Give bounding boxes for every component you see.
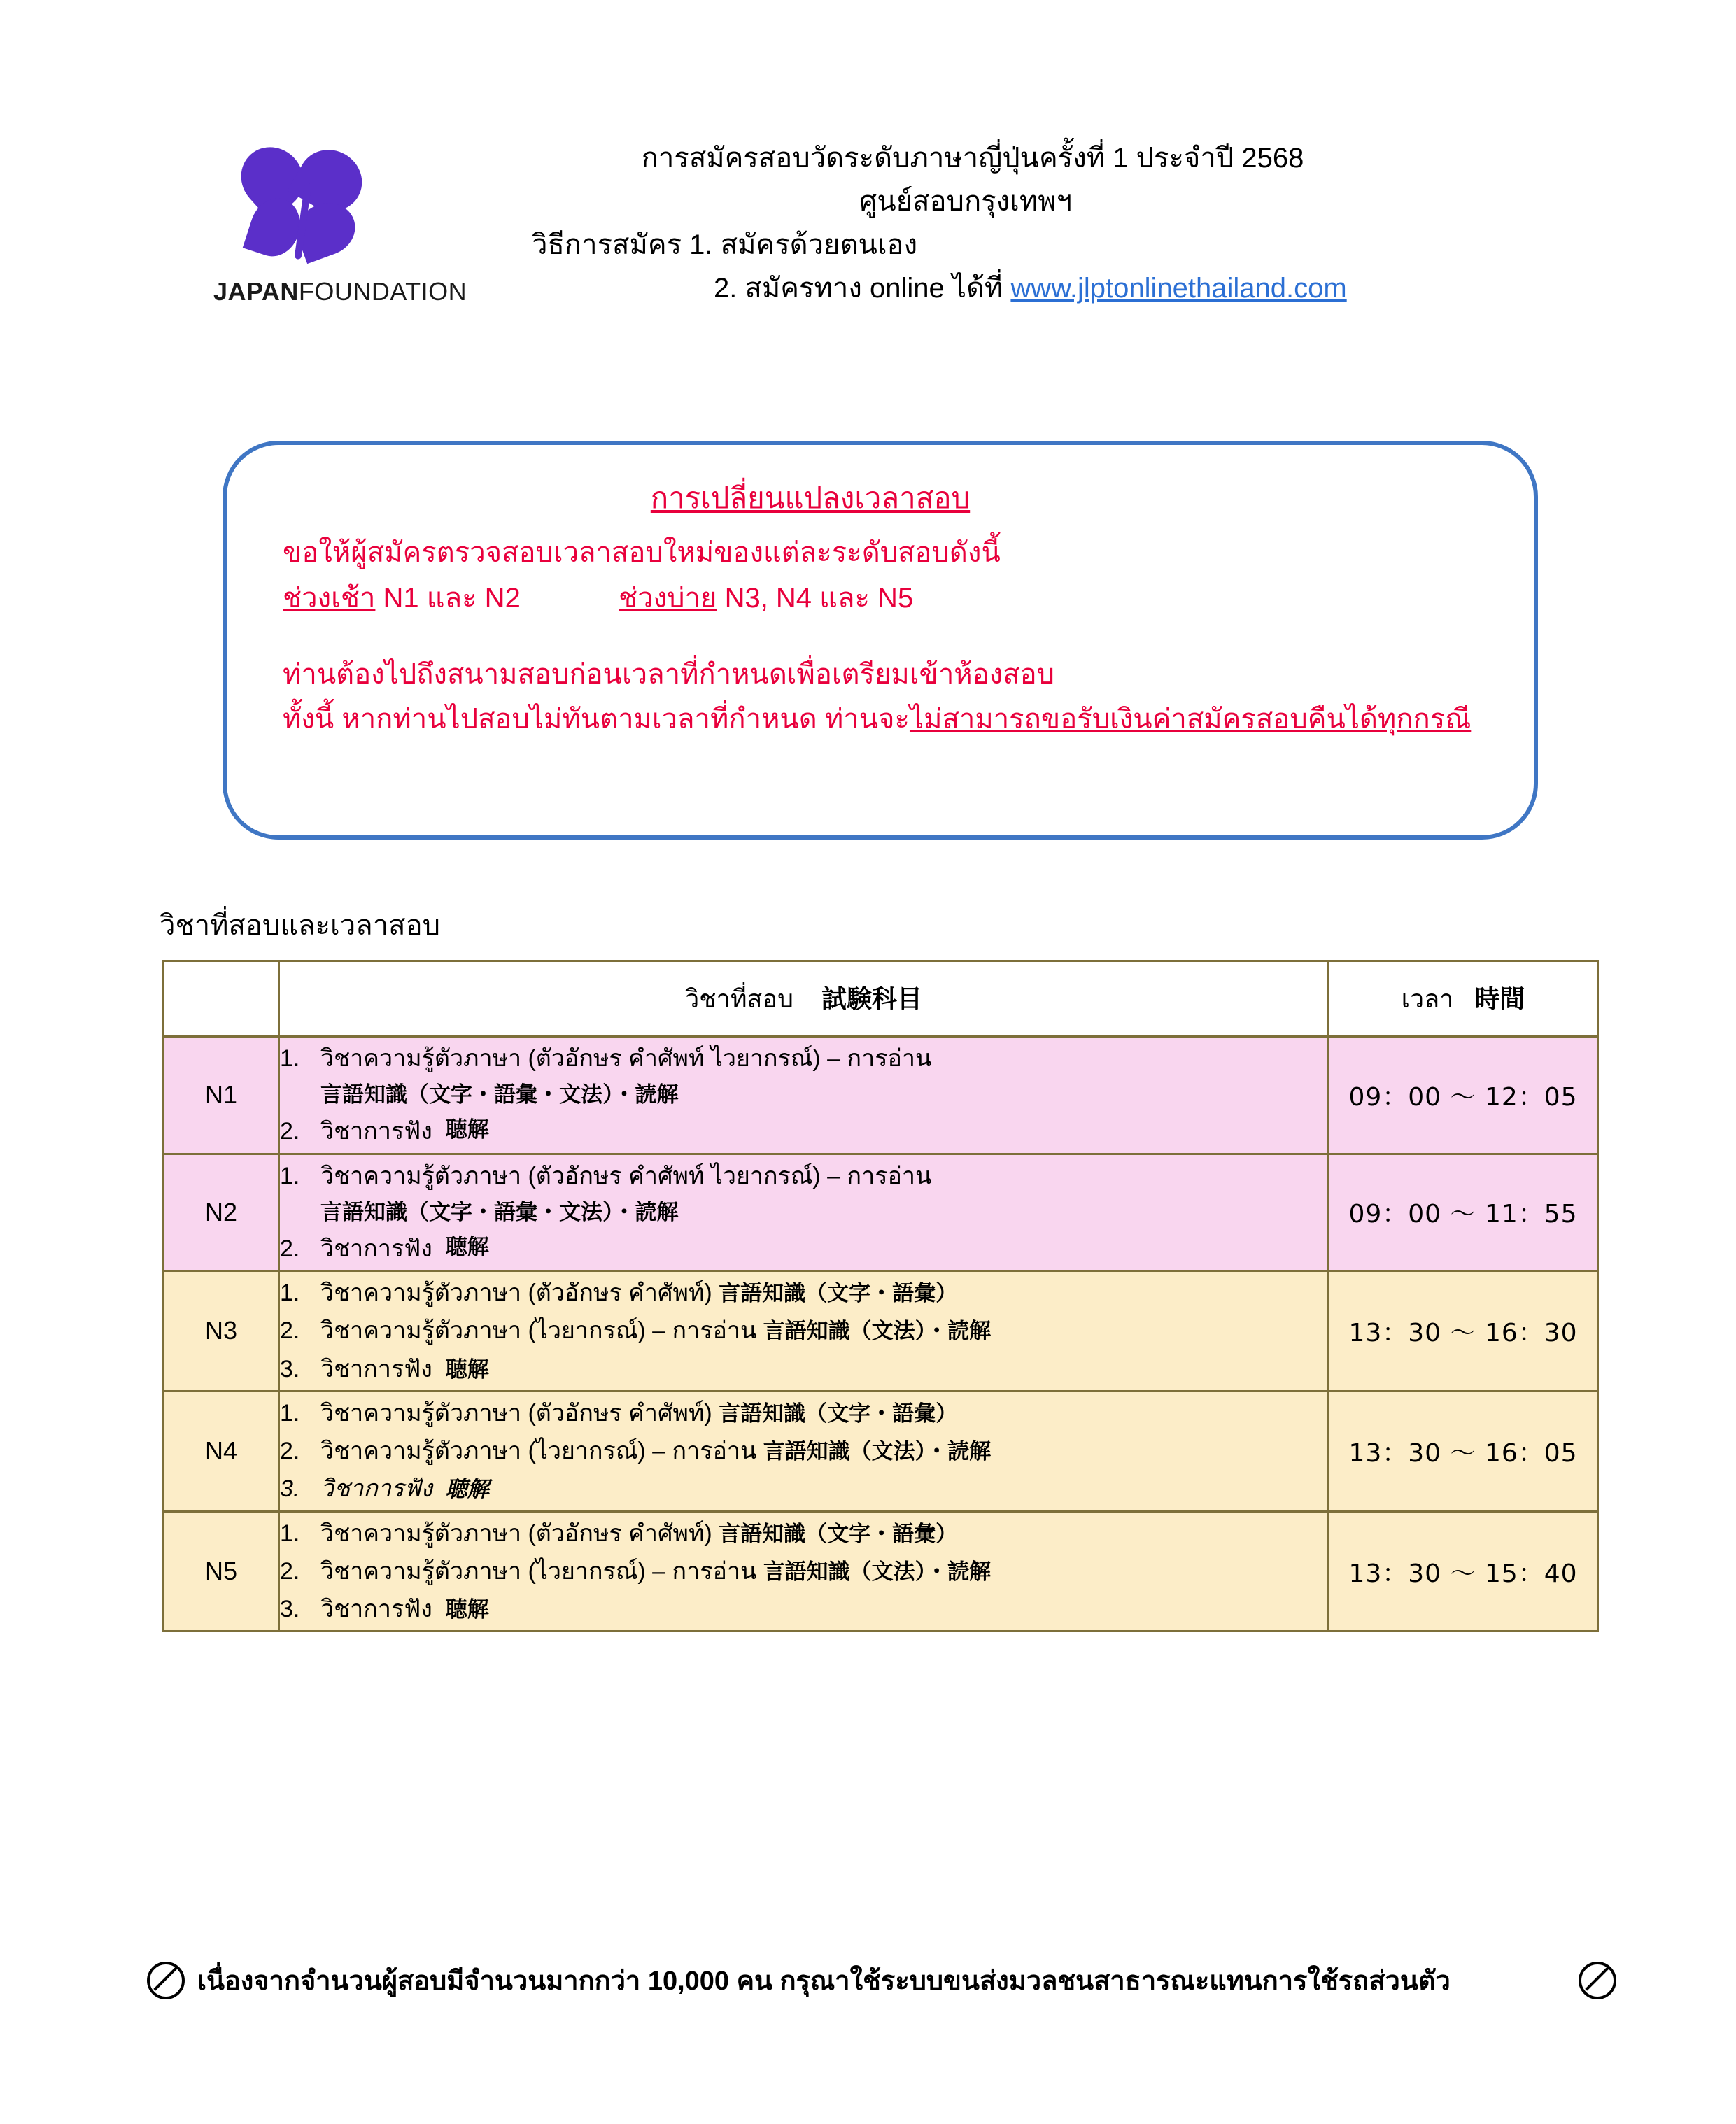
header-cell-time	[1329, 961, 1598, 1037]
row-level-n3: N3	[164, 1271, 279, 1392]
row-level-n4: N4	[164, 1391, 279, 1511]
row-subjects-n4	[279, 1391, 1329, 1511]
afternoon-levels: N3, N4 และ N5	[724, 582, 914, 614]
item-number: 2.	[280, 1557, 300, 1585]
logo-wordmark	[213, 277, 467, 306]
item-text-th: วิชาความรู้ตัวภาษา (ตัวอักษร คำศัพท์)	[320, 1280, 712, 1307]
item-text-th: วิชาการฟัง	[320, 1596, 432, 1623]
morning-levels: N1 และ N2	[383, 582, 521, 614]
header-title-line1: การสมัครสอบวัดระดับภาษาญี่ปุ่นครั้งที่ 1 ประจำปี 2568	[641, 143, 1304, 174]
row-time-n3: 13：30 〜 16：30	[1329, 1271, 1598, 1392]
item-text-th: วิชาการฟัง	[320, 1235, 432, 1262]
notice-title: การเปลี่ยนแปลงเวลาสอบ	[650, 481, 971, 514]
row-subjects-n2	[279, 1154, 1329, 1271]
notice-arrival-instruction: ท่านต้องไปถึงสนามสอบก่อนเวลาที่กำหนดเพื่อเตรียมเข้าห้องสอบ	[283, 658, 1055, 690]
row-subjects-n5	[279, 1511, 1329, 1631]
item-text-th: วิชาการฟัง	[320, 1355, 432, 1382]
header-cell-level	[164, 961, 279, 1037]
jlpt-online-link[interactable]: www.jlptonlinethailand.com	[1010, 273, 1347, 304]
row-level-n1: N1	[164, 1037, 279, 1154]
table-row	[164, 1391, 1598, 1511]
row-subjects-n1	[279, 1037, 1329, 1154]
row-level-n2: N2	[164, 1154, 279, 1271]
afternoon-label: ช่วงบ่าย	[619, 582, 717, 614]
item-text-jp: 聴解	[445, 1477, 489, 1503]
item-number: 2.	[280, 1118, 300, 1145]
no-car-icon-right	[1579, 1962, 1616, 1999]
item-text-th: วิชาความรู้ตัวภาษา (ตัวอักษร คำศัพท์)	[320, 1399, 712, 1426]
item-number: 1.	[280, 1045, 300, 1072]
item-text-jp: 聴解	[445, 1597, 489, 1623]
item-text-th: วิชาการฟัง	[320, 1475, 432, 1503]
table-row	[164, 1037, 1598, 1154]
japan-foundation-logo	[213, 143, 467, 322]
header-cell-subject	[279, 961, 1329, 1037]
header-text-block	[420, 136, 1609, 310]
row-time-n2: 09：00 〜 11：55	[1329, 1154, 1598, 1271]
header-online-prefix: 2. สมัครทาง online ได้ที่	[714, 273, 1011, 304]
table-row	[164, 1271, 1598, 1392]
item-text-th: วิชาความรู้ตัวภาษา (ไวยากรณ์) – การอ่าน	[320, 1438, 757, 1465]
butterfly-flower-icon	[238, 143, 371, 266]
notice-refund-warning	[283, 697, 1492, 742]
item-text-jp: 言語知識（文字・語彙・文法）・読解	[320, 1082, 679, 1108]
row-level-n5: N5	[164, 1511, 279, 1631]
item-text-jp: 言語知識（文法）・読解	[763, 1439, 992, 1465]
item-number: 3.	[280, 1596, 300, 1623]
item-text-jp: 聴解	[445, 1117, 489, 1143]
footer-note-text: เนื่องจากจำนวนผู้สอบมีจำนวนมากกว่า 10,000 คน กรุณาใช้ระบบขนส่งมวลชนสาธารณะแทนการใช้รถส่วนตัว	[197, 1967, 1451, 1996]
row-subjects-n3	[279, 1271, 1329, 1392]
row-time-n5: 13：30 〜 15：40	[1329, 1511, 1598, 1631]
item-text-jp: 聴解	[445, 1357, 489, 1382]
item-text-th: วิชาความรู้ตัวภาษา (ไวยากรณ์) – การอ่าน	[320, 1317, 757, 1345]
item-text-th: วิชาความรู้ตัวภาษา (ตัวอักษร คำศัพท์ ไวยากรณ์) – การอ่าน	[320, 1045, 932, 1072]
table-section-title: วิชาที่สอบและเวลาสอบ	[160, 910, 440, 941]
header-subject-th: วิชาที่สอบ	[684, 984, 793, 1013]
item-text-th: วิชาความรู้ตัวภาษา (ตัวอักษร คำศัพท์)	[320, 1520, 712, 1547]
notice-refund-underlined: ไม่สามารถขอรับเงินค่าสมัครสอบคืนได้ทุกกรณี	[909, 704, 1472, 735]
item-number: 2.	[280, 1235, 300, 1262]
item-text-jp: 言語知識（文法）・読解	[763, 1319, 992, 1345]
table-header-row	[164, 961, 1598, 1037]
header-online-apply	[420, 267, 1609, 310]
exam-time-change-notice	[223, 441, 1538, 840]
row-time-n4: 13：30 〜 16：05	[1329, 1391, 1598, 1511]
no-car-icon-left	[147, 1962, 185, 1999]
item-text-jp: 言語知識（文法）・読解	[763, 1559, 992, 1585]
notice-refund-prefix: ทั้งนี้ หากท่านไปสอบไม่ทันตามเวลาที่กำหนด ท่านจะ	[283, 704, 910, 735]
item-text-jp: 言語知識（文字・語彙）	[719, 1281, 958, 1307]
item-number: 1.	[280, 1280, 300, 1307]
item-number: 2.	[280, 1317, 300, 1345]
item-number: 1.	[280, 1399, 300, 1426]
item-text-jp: 言語知識（文字・語彙）	[719, 1521, 958, 1547]
table-row	[164, 1511, 1598, 1631]
morning-session	[283, 576, 619, 621]
item-text-th: วิชาการฟัง	[320, 1118, 432, 1145]
header-time-jp: 時間	[1474, 985, 1525, 1014]
item-text-jp: 言語知識（文字・語彙・文法）・読解	[320, 1199, 679, 1225]
header-apply-methods: วิธีการสมัคร 1. สมัครด้วยตนเอง	[532, 229, 918, 260]
row-time-n1: 09：00 〜 12：05	[1329, 1037, 1598, 1154]
item-number: 3.	[280, 1355, 300, 1382]
item-number: 1.	[280, 1520, 300, 1547]
afternoon-session	[619, 576, 913, 621]
header-subject-jp: 試験科目	[821, 985, 923, 1014]
item-number: 1.	[280, 1162, 300, 1189]
item-text-jp: 聴解	[445, 1234, 489, 1260]
logo-text-bold: JAPAN	[213, 277, 299, 306]
notice-line-1: ขอให้ผู้สมัครตรวจสอบเวลาสอบใหม่ของแต่ละระดับสอบดังนี้	[283, 537, 1001, 569]
header-title-line2: ศูนย์สอบกรุงเทพฯ	[859, 186, 1073, 217]
item-text-jp: 言語知識（文字・語彙）	[719, 1401, 958, 1426]
morning-label: ช่วงเช้า	[283, 582, 376, 614]
exam-schedule-table	[162, 960, 1599, 1632]
item-number: 3.	[280, 1475, 300, 1503]
item-text-th: วิชาความรู้ตัวภาษา (ไวยากรณ์) – การอ่าน	[320, 1557, 757, 1585]
logo-text-thin: FOUNDATION	[298, 277, 467, 306]
item-text-th: วิชาความรู้ตัวภาษา (ตัวอักษร คำศัพท์ ไวยากรณ์) – การอ่าน	[320, 1162, 932, 1189]
table-row	[164, 1154, 1598, 1271]
footer-note	[147, 1959, 1616, 2002]
header-time-th: เวลา	[1401, 984, 1454, 1013]
item-number: 2.	[280, 1438, 300, 1465]
document-header	[0, 0, 1736, 306]
notice-session-row	[283, 576, 1492, 621]
